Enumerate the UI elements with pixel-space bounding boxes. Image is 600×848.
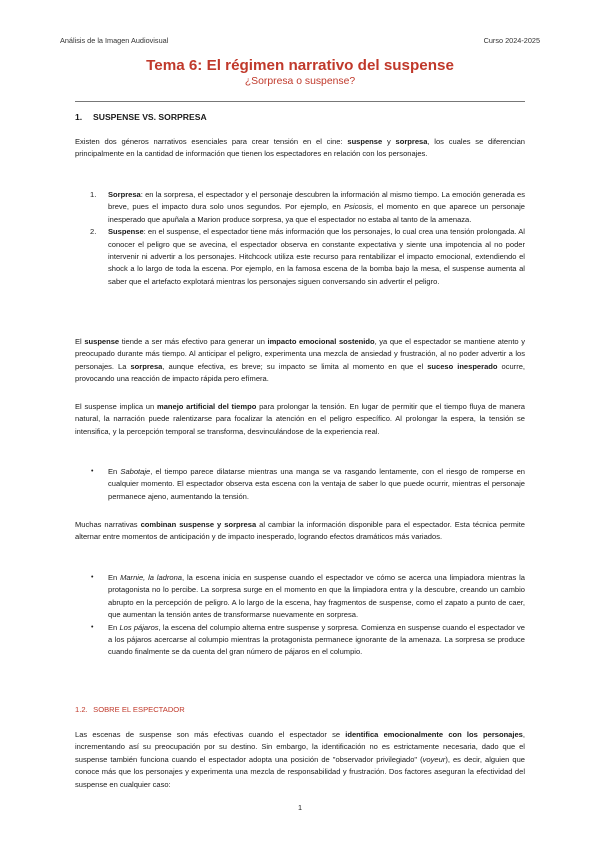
film-title-sabotaje: Sabotaje (120, 467, 151, 476)
italic-term-voyeur: voyeur (422, 754, 446, 764)
film-title-psicosis: Psicosis (344, 202, 372, 212)
page-number: 1 (297, 803, 303, 812)
list-text: : en el suspense, el espectador tiene más información que los personajes, lo cual crea una tensión prolongada. Al conocer el peligro que se avecina, el espectador observa en constante expectativa y siente una impotencia al no poder intervenir ni advertir a los personajes. Hitchcock utiliza este recurso para rentabilizar el impacto emocional, extendiendo el shock a lo largo de toda la escena. Por ejemplo, en la famosa escena de la bomba bajo la mesa, el suspense aumenta al saber que el artefacto explotará mientras los personajes siguen conversando sin advertir el peligro. (108, 227, 525, 286)
list-marker: 2. (90, 227, 97, 237)
list-marker: 1. (90, 190, 97, 199)
header-academic-year: Curso 2024-2025 (483, 36, 540, 45)
list-text: , el tiempo parece dilatarse mientras una manga se va rasgando lentamente, con el riesgo de romperse en cualquier momento. El espectador observa esta escena con la ventaja de saber lo que puede ocurrir, mientras el personaje permanece ajeno, aumentando la tensión. (108, 467, 525, 501)
paragraph-text: Muchas narrativas (75, 520, 141, 529)
section-title: SUSPENSE VS. SORPRESA (93, 112, 207, 122)
intro-bold-sorpresa: sorpresa (395, 137, 428, 146)
bullet-marker: • (91, 574, 94, 581)
intro-text: , los cuales se diferencian principalmente en la cantidad de información que tienen los espectadores en relación con los personajes. (75, 137, 525, 159)
paragraph-text: tiende a ser más efectivo para generar un (119, 337, 268, 346)
intro-bold-suspense: suspense (347, 137, 383, 146)
list-item (91, 572, 525, 622)
list-item-sorpresa (90, 189, 525, 226)
subsection-heading (75, 705, 185, 714)
paragraph-text: Las escenas de suspense son más efectivas cuando el espectador se (75, 730, 346, 739)
page-title: Tema 6: El régimen narrativo del suspense (146, 57, 454, 74)
list-text: , la escena del columpio alterna entre suspense y sorpresa. Comienza en suspense cuando el espectador ve a los pájaros acercarse al columpio mientras la protagonista permanece ignorante de la amenaza. La sorpresa se produce cuando finalmente se da cuenta del gran número de pájaros en el columpio. (108, 622, 525, 657)
numbered-list (90, 189, 525, 288)
paragraph-text: ), es decir, alguien que conoce más que los personajes y experimenta una mezcla de responsabilidad y frustración. Dos factores aseguran la efectividad del suspense en cualquier caso: (75, 754, 526, 789)
paragraph-text: , incrementando así su preocupación por su destino. Sin embargo, la identificación no es estrictamente necesaria, dado que el suspense también funciona cuando el espectador adopta una posición de "observador privilegiado" ( (75, 730, 525, 764)
list-text: En (108, 622, 120, 632)
list-text: En (108, 573, 121, 582)
list-text: , la escena inicia en suspense cuando el espectador ve cómo se acerca una limpiadora mientras la protagonista no lo percibe. La sorpresa surge en el momento en que la limpiadora entra y la descubre, creando un cambio abrupto en la percepción de peligro. A lo largo de la escena, hay fragmentos de suspense, como el zapato a punto de caer, que aumentan la tensión antes de transformarse nuevamente en sorpresa. (108, 573, 525, 620)
bullet-list-sabotaje (91, 466, 525, 503)
paragraph-text: El suspense implica un (75, 402, 157, 411)
bold-term: manejo artificial del tiempo (156, 402, 257, 411)
intro-paragraph (75, 136, 525, 161)
section-heading (75, 112, 207, 122)
intro-text: y (382, 137, 396, 146)
film-title-marnie: Marnie, la ladrona (120, 573, 182, 582)
list-text: : en la sorpresa, el espectador y el personaje descubren la información al mismo tiempo. La emoción generada es breve, pues el impacto dura solo unos segundos. Por ejemplo, en (108, 190, 525, 212)
list-item-suspense (90, 226, 525, 288)
paragraph-text: , aunque efectiva, es breve; su impacto se limita al momento en que el (162, 361, 428, 371)
bold-term: identifica emocionalmente con los personajes (345, 730, 523, 739)
paragraph-time-handling (75, 401, 525, 438)
bullet-marker: • (91, 623, 94, 631)
title-divider (75, 101, 525, 102)
header-course-name: Análisis de la Imagen Audiovisual (60, 36, 169, 45)
film-title-los-pajaros: Los pájaros (119, 622, 159, 632)
bullet-list-examples (91, 572, 525, 659)
paragraph-suspense-effect (75, 336, 525, 386)
paragraph-text: al cambiar la información disponible para el espectador. Esta técnica permite alternar entre momentos de anticipación y de impacto inesperado, logrando efectos dramáticos más variados. (75, 520, 525, 542)
bold-term: sorpresa (130, 361, 163, 371)
page-subtitle: ¿Sorpresa o suspense? (244, 76, 356, 87)
paragraph-text: ocurre, provocando una reacción de impacto rápida pero efímera. (75, 361, 525, 384)
paragraph-text: El (75, 337, 85, 346)
bold-term: suceso inesperado (427, 361, 498, 371)
list-term: Sorpresa (108, 190, 141, 199)
subsection-title: SOBRE EL ESPECTADOR (93, 705, 185, 714)
paragraph-spectator (75, 729, 525, 791)
section-number: 1. (75, 112, 83, 122)
subsection-number: 1.2. (75, 705, 88, 714)
list-item (91, 622, 525, 659)
list-item (91, 466, 525, 503)
paragraph-combination (75, 519, 525, 544)
paragraph-text: , ya que el espectador se mantiene atento y preocupado durante más tiempo. Al anticipar el peligro, experimenta una mezcla de ansiedad y frustración, al no poder advertir a los personajes. La (75, 337, 525, 371)
bold-term: suspense (84, 337, 120, 346)
list-term: Suspense (108, 227, 144, 237)
bold-term: combinan suspense y sorpresa (140, 520, 257, 529)
paragraph-text: para prolongar la tensión. En lugar de permitir que el tiempo fluya de manera natural, la narración puede ralentizarse para focalizar la atención en el peligro específico. Al prolongar la espera, la tensión se intensifica, y la percepción temporal se transforma, desvinculándose de la experiencia real. (75, 402, 525, 436)
list-text: , el momento en que aparece un personaje inesperado que apuñala a Marion produce sorpresa, ya que el espectador no estaba al tanto de la amenaza. (108, 202, 525, 224)
bullet-marker: • (91, 468, 94, 475)
bold-term: impacto emocional sostenido (267, 337, 375, 346)
list-text: En (108, 467, 121, 476)
intro-text: Existen dos géneros narrativos esenciales para crear tensión en el cine: (75, 137, 348, 146)
